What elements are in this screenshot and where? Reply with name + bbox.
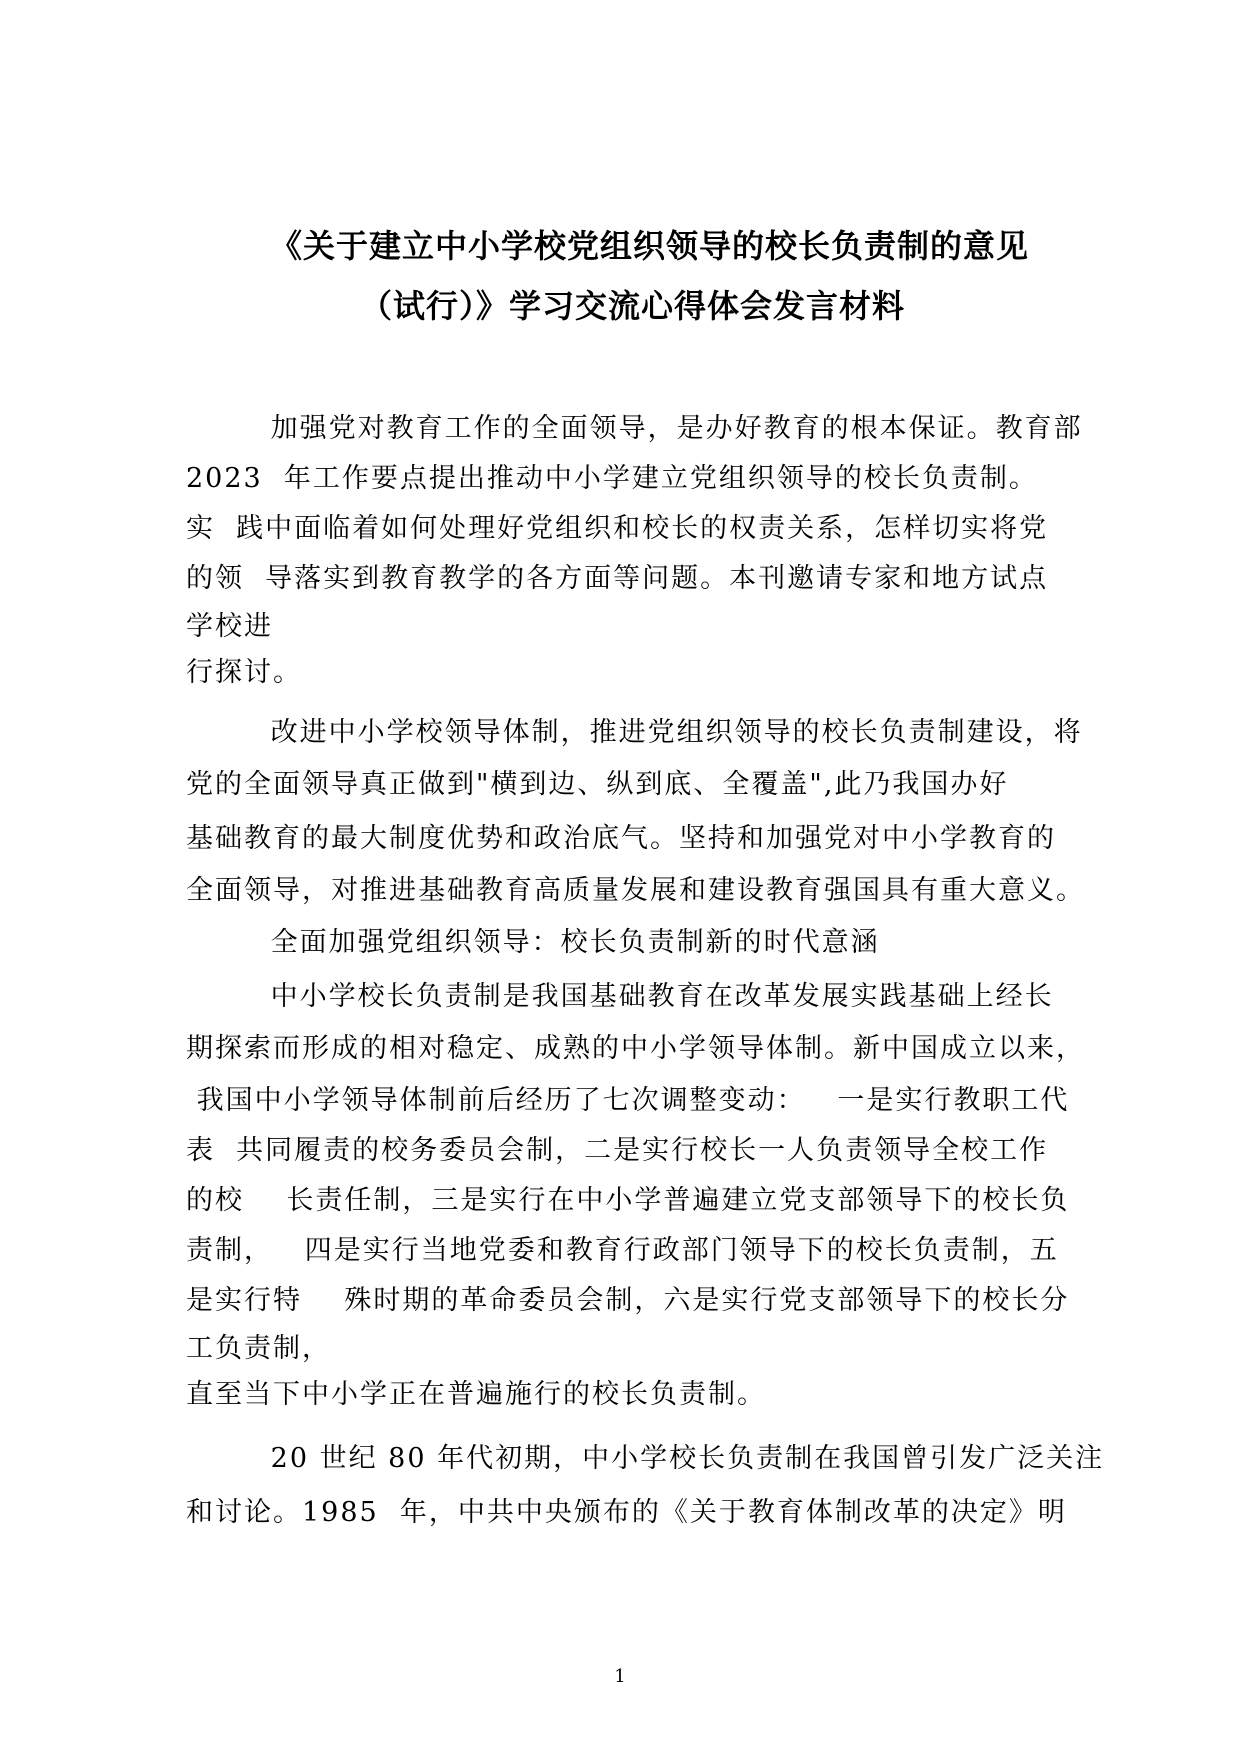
body-line: 中小学校长负责制是我国基础教育在改革发展实践基础上经长 [186, 981, 1054, 1012]
body-line: 是实行特 殊时期的革命委员会制，六是实行党支部领导下的校长分 [186, 1285, 1070, 1316]
body-line: 期探索而形成的相对稳定、成熟的中小学领导体制。新中国成立以来， [186, 1033, 1085, 1064]
body-line: 我国中小学领导体制前后经历了七次调整变动： 一是实行教职工代 [186, 1085, 1070, 1116]
document-title-line-1: 《关于建立中小学校党组织领导的校长负责制的意见 [270, 227, 1030, 265]
section-heading: 全面加强党组织领导：校长负责制新的时代意涵 [186, 927, 880, 958]
body-line: 和讨论。1985 年，中共中央颁布的《关于教育体制改革的决定》明 [186, 1497, 1067, 1528]
body-line: 表 共同履责的校务委员会制，二是实行校长一人负责领导全校工作 [186, 1135, 1049, 1166]
body-line: 基础教育的最大制度优势和政治底气。坚持和加强党对中小学教育的 [186, 823, 1056, 854]
body-line: 改进中小学校领导体制，推进党组织领导的校长负责制建设，将 [186, 717, 1083, 748]
document-title-line-2: （试行）》学习交流心得体会发言材料 [360, 287, 906, 325]
body-line: 的领 导落实到教育教学的各方面等问题。本刊邀请专家和地方试点 [186, 563, 1049, 594]
body-line: 的校 长责任制，三是实行在中小学普遍建立党支部领导下的校长负 [186, 1185, 1070, 1216]
body-line: 工负责制， [186, 1333, 331, 1364]
page-number: 1 [614, 1666, 626, 1687]
body-line: 直至当下中小学正在普遍施行的校长负责制。 [186, 1379, 766, 1410]
body-line: 加强党对教育工作的全面领导，是办好教育的根本保证。教育部 [186, 413, 1083, 444]
body-line: 2023 年工作要点提出推动中小学建立党组织领导的校长负责制。 [186, 463, 1038, 494]
body-line: 学校进 [186, 611, 273, 642]
body-line: 全面领导，对推进基础教育高质量发展和建设教育强国具有重大意义。 [186, 875, 1085, 906]
body-line: 责制， 四是实行当地党委和教育行政部门领导下的校长负责制，五 [186, 1235, 1059, 1266]
body-line: 党的全面领导真正做到"横到边、纵到底、全覆盖",此乃我国办好 [186, 769, 1009, 800]
body-line: 实 践中面临着如何处理好党组织和校长的权责关系，怎样切实将党 [186, 513, 1049, 544]
body-line: 行探讨。 [186, 657, 302, 688]
body-line: 20 世纪 80 年代初期，中小学校长负责制在我国曾引发广泛关注 [186, 1443, 1105, 1474]
